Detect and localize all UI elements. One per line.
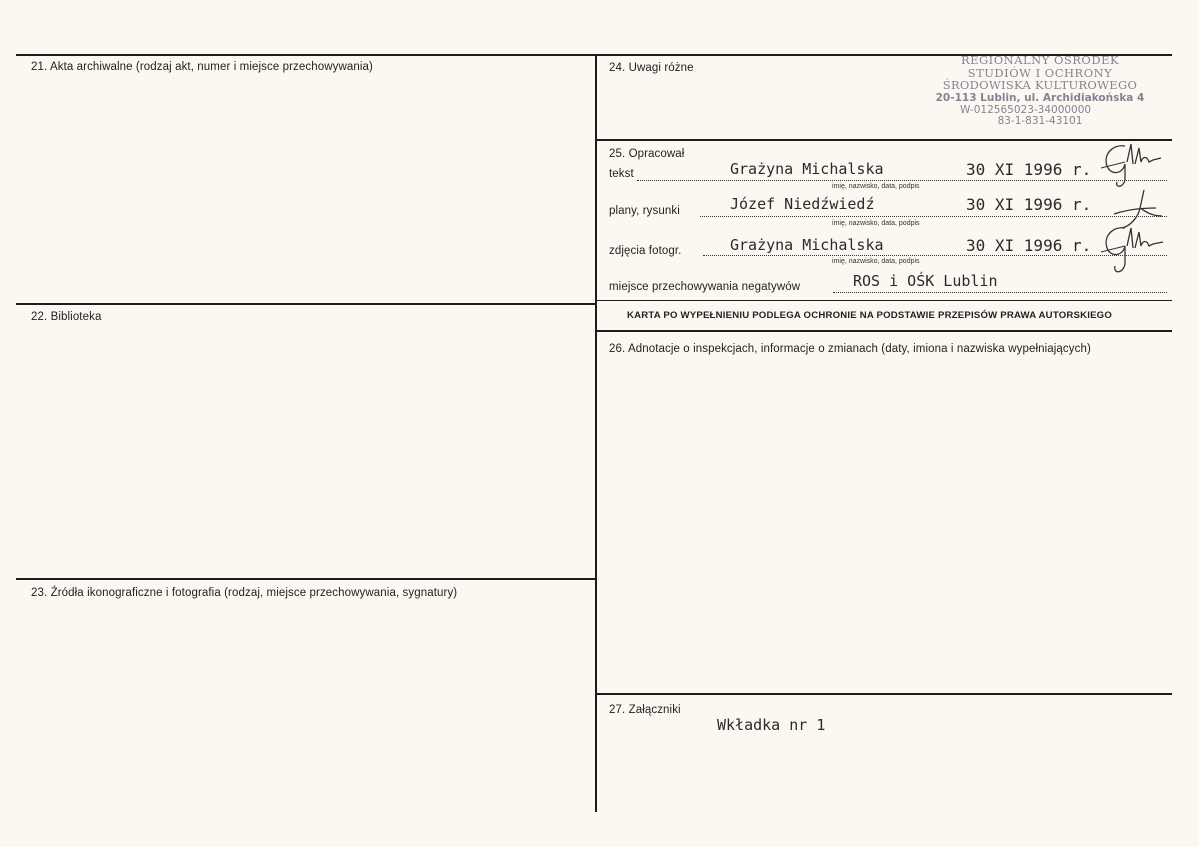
negatives-label: miejsce przechowywania negatywów bbox=[609, 281, 801, 293]
stamp-line-5: W-012565023-34000000 bbox=[960, 104, 1092, 116]
section-26-label: 26. Adnotacje o inspekcjach, informacje o zmianach (daty, imiona i nazwiska wypełniających) bbox=[609, 343, 1091, 355]
institution-stamp bbox=[920, 54, 1160, 127]
left-rule-22 bbox=[16, 303, 596, 305]
text-author-name: Grażyna Michalska bbox=[730, 160, 884, 178]
text-author-date: 30 XI 1996 r. bbox=[966, 160, 1092, 179]
text-author-hint: imię, nazwisko, data, podpis bbox=[832, 183, 920, 190]
negatives-line bbox=[833, 292, 1167, 293]
right-rule-26 bbox=[596, 330, 1172, 332]
stamp-line-6: 83-1-831-43101 bbox=[997, 114, 1083, 127]
copyright-notice: KARTA PO WYPEŁNIENIU PODLEGA OCHRONIE NA PODSTAWIE PRZEPISÓW PRAWA AUTORSKIEGO bbox=[627, 310, 1113, 321]
right-rule-27 bbox=[596, 693, 1172, 695]
photo-author-label: zdjęcia fotogr. bbox=[609, 245, 682, 257]
center-divider bbox=[595, 54, 597, 812]
stamp-line-4: 20-113 Lublin, ul. Archidiakońska 4 bbox=[935, 91, 1145, 104]
section-25-label: 25. Opracował bbox=[609, 148, 685, 160]
plans-author-date: 30 XI 1996 r. bbox=[966, 195, 1092, 214]
signature-text bbox=[1095, 138, 1167, 190]
section-22-label: 22. Biblioteka bbox=[31, 311, 102, 323]
left-rule-23 bbox=[16, 578, 596, 580]
plans-author-hint: imię, nazwisko, data, podpis bbox=[832, 220, 920, 227]
plans-author-name: Józef Niedźwiedź bbox=[730, 195, 875, 213]
photo-author-name: Grażyna Michalska bbox=[730, 236, 884, 254]
section-23-label: 23. Źródła ikonograficzne i fotografia (rodzaj, miejsce przechowywania, sygnatury) bbox=[31, 587, 458, 599]
stamp-line-2: STUDIÓW I OCHRONY bbox=[967, 65, 1113, 80]
photo-author-hint: imię, nazwisko, data, podpis bbox=[832, 258, 920, 265]
text-author-line bbox=[637, 180, 1167, 181]
stamp-line-1: REGIONALNY OŚRODEK bbox=[960, 53, 1120, 67]
right-rule-25 bbox=[596, 139, 1172, 141]
section-21-label: 21. Akta archiwalne (rodzaj akt, numer i miejsce przechowywania) bbox=[31, 61, 373, 73]
plans-author-line bbox=[700, 216, 1167, 217]
stamp-line-3: ŚRODOWISKA KULTUROWEGO bbox=[942, 78, 1138, 92]
right-rule-copyright-top bbox=[596, 300, 1172, 301]
section-27-label: 27. Załączniki bbox=[609, 704, 681, 716]
signature-photo bbox=[1095, 220, 1167, 276]
plans-author-label: plany, rysunki bbox=[609, 205, 680, 217]
negatives-value: ROS i OŚK Lublin bbox=[853, 272, 998, 290]
attachments-value: Wkładka nr 1 bbox=[717, 716, 826, 734]
photo-author-date: 30 XI 1996 r. bbox=[966, 236, 1092, 255]
text-author-label: tekst bbox=[609, 168, 634, 180]
section-24-label: 24. Uwagi różne bbox=[609, 62, 694, 74]
